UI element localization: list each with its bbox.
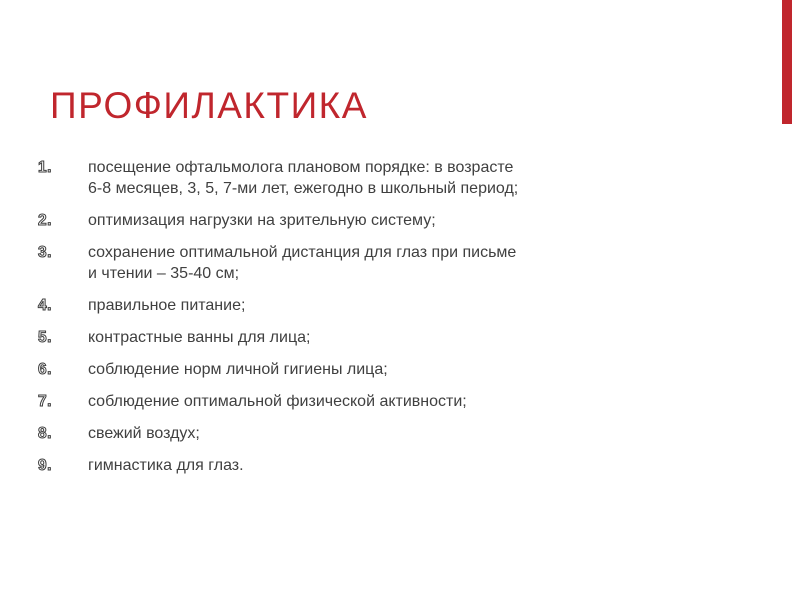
list-item-text: свежий воздух; bbox=[88, 425, 200, 442]
list-item-number: 8. bbox=[38, 425, 52, 442]
list-item-number: 4. bbox=[38, 297, 52, 314]
accent-bar bbox=[782, 0, 792, 124]
list-item-text: соблюдение норм личной гигиены лица; bbox=[88, 361, 388, 378]
list-item-text: контрастные ванны для лица; bbox=[88, 329, 311, 346]
list-item-number: 2. bbox=[38, 212, 52, 229]
list-item-number: 7. bbox=[38, 393, 52, 410]
list-item bbox=[38, 455, 758, 476]
list-item bbox=[38, 359, 758, 380]
prevention-list bbox=[38, 157, 758, 487]
list-item-text: посещение офтальмолога плановом порядке: в возрасте 6-8 месяцев, 3, 5, 7-ми лет, ежегодно в школьный период; bbox=[88, 159, 519, 197]
list-item-text: оптимизация нагрузки на зрительную систему; bbox=[88, 212, 436, 229]
list-item-text: правильное питание; bbox=[88, 297, 246, 314]
slide-title: ПРОФИЛАКТИКА bbox=[50, 85, 368, 126]
list-item bbox=[38, 423, 758, 444]
list-item-number: 1. bbox=[38, 159, 52, 176]
list-item bbox=[38, 210, 758, 231]
list-item bbox=[38, 391, 758, 412]
list-item-number: 6. bbox=[38, 361, 52, 378]
list-item-text: соблюдение оптимальной физической активности; bbox=[88, 393, 467, 410]
list-item-text: сохранение оптимальной дистанция для глаз при письме и чтении – 35-40 см; bbox=[88, 244, 517, 282]
list-item bbox=[38, 327, 758, 348]
list-item-number: 3. bbox=[38, 244, 52, 261]
list-item-number: 9. bbox=[38, 457, 52, 474]
list-item bbox=[38, 157, 758, 199]
list-item bbox=[38, 242, 758, 284]
list-item bbox=[38, 295, 758, 316]
list-item-number: 5. bbox=[38, 329, 52, 346]
list-item-text: гимнастика для глаз. bbox=[88, 457, 244, 474]
